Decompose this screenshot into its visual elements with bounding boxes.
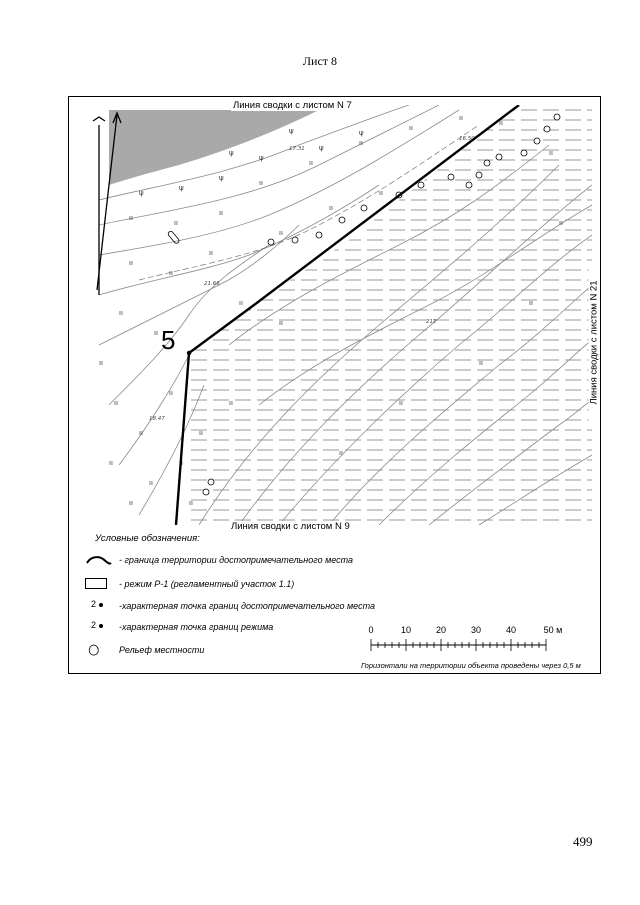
scale-tick-label: 50 м [543,625,563,635]
svg-text:ıı: ıı [229,399,233,407]
svg-text:ıı: ıı [129,259,133,267]
legend-title: Условные обозначения: [95,533,200,544]
svg-text:ıı: ıı [114,399,118,407]
svg-text:ψ: ψ [229,149,234,157]
legend-item-point-monument [83,599,375,613]
legend-item-relief [83,643,204,657]
svg-text:ıı: ıı [499,119,503,127]
elevation-label: 18.47 [149,416,165,422]
svg-text:ıı: ıı [169,269,173,277]
svg-text:ıı: ıı [559,219,563,227]
scale-tick-label: 40 [505,625,517,635]
boundary-point-number: 5 [161,325,176,355]
svg-text:ıı: ıı [459,114,463,122]
svg-text:ıı: ıı [154,329,158,337]
relief-icon [83,643,115,657]
legend [83,531,593,671]
svg-text:ıı: ıı [209,249,213,257]
svg-text:ıı: ıı [339,449,343,457]
svg-text:ıı: ıı [329,204,333,212]
svg-text:ıı: ıı [359,139,363,147]
svg-text:ıı: ıı [479,359,483,367]
svg-text:ψ: ψ [259,154,264,162]
joint-line-right-label: Линия сводки с листом N 21 [589,261,600,425]
svg-text:ıı: ıı [129,499,133,507]
map-frame [68,96,601,674]
elevation-label: 212 [426,319,437,325]
point-icon: 2 [83,620,115,634]
scale-tick-label: 10 [400,625,412,635]
svg-text:ıı: ıı [139,429,143,437]
legend-label: Рельеф местности [119,645,205,655]
svg-text:ıı: ıı [219,209,223,217]
legend-label: - режим Р-1 (регламентный участок 1.1) [119,579,295,589]
svg-text:ψ: ψ [319,144,324,152]
svg-text:ıı: ıı [239,299,243,307]
svg-text:ıı: ıı [119,309,123,317]
svg-text:ıı: ıı [409,124,413,132]
scale-note: Горизонтали на территории объекта проведены через 0,5 м [361,661,581,670]
svg-text:ıı: ıı [179,459,183,467]
boundary-point [187,351,191,355]
legend-item-regime [83,577,294,591]
legend-item-boundary [83,553,353,567]
svg-text:ıı: ıı [309,159,313,167]
rectangle-icon [83,577,115,591]
legend-label: - граница территории достопримечательного места [119,555,354,565]
svg-text:ıı: ıı [174,219,178,227]
svg-text:ıı: ıı [189,499,193,507]
svg-text:ψ: ψ [289,127,294,135]
svg-text:ψ: ψ [219,174,224,182]
point-icon: 2 [83,599,115,613]
sheet-title: Лист 8 [302,54,338,68]
svg-text:ıı: ıı [129,214,133,222]
legend-label: -характерная точка границ достопримечательного места [119,601,375,611]
svg-text:ıı: ıı [259,179,263,187]
svg-text:ψ: ψ [179,184,184,192]
svg-text:ıı: ıı [99,359,103,367]
elevation-label: 21.66 [204,281,220,287]
svg-text:ıı: ıı [399,399,403,407]
page-number: 499 [573,834,593,849]
svg-text:ıı: ıı [149,479,153,487]
svg-text:ıı: ıı [529,299,533,307]
scale-bar [361,625,601,674]
svg-text:ıı: ıı [199,429,203,437]
svg-text:ıı: ıı [379,189,383,197]
elevation-label: 17.31 [289,146,305,152]
svg-text:ıı: ıı [549,149,553,157]
svg-text:ψ: ψ [139,189,144,197]
legend-label: -характерная точка границ режима [119,622,274,632]
svg-text:ıı: ıı [169,389,173,397]
scale-tick-label: 30 [470,625,482,635]
legend-item-point-regime [83,620,273,634]
joint-line-bottom-label: Линия сводки с листом N 9 [231,521,350,532]
scale-tick-label: 0 [368,625,374,635]
svg-text:ıı: ıı [279,319,283,327]
svg-text:ıı: ıı [279,229,283,237]
scale-tick-label: 20 [435,625,447,635]
map-canvas [79,105,592,525]
svg-text:ψ: ψ [359,129,364,137]
joint-line-top-label: Линия сводки с листом N 7 [233,100,352,111]
boundary-line-icon [83,553,115,567]
elevation-label: 16.50 [459,136,475,142]
svg-text:ıı: ıı [109,459,113,467]
